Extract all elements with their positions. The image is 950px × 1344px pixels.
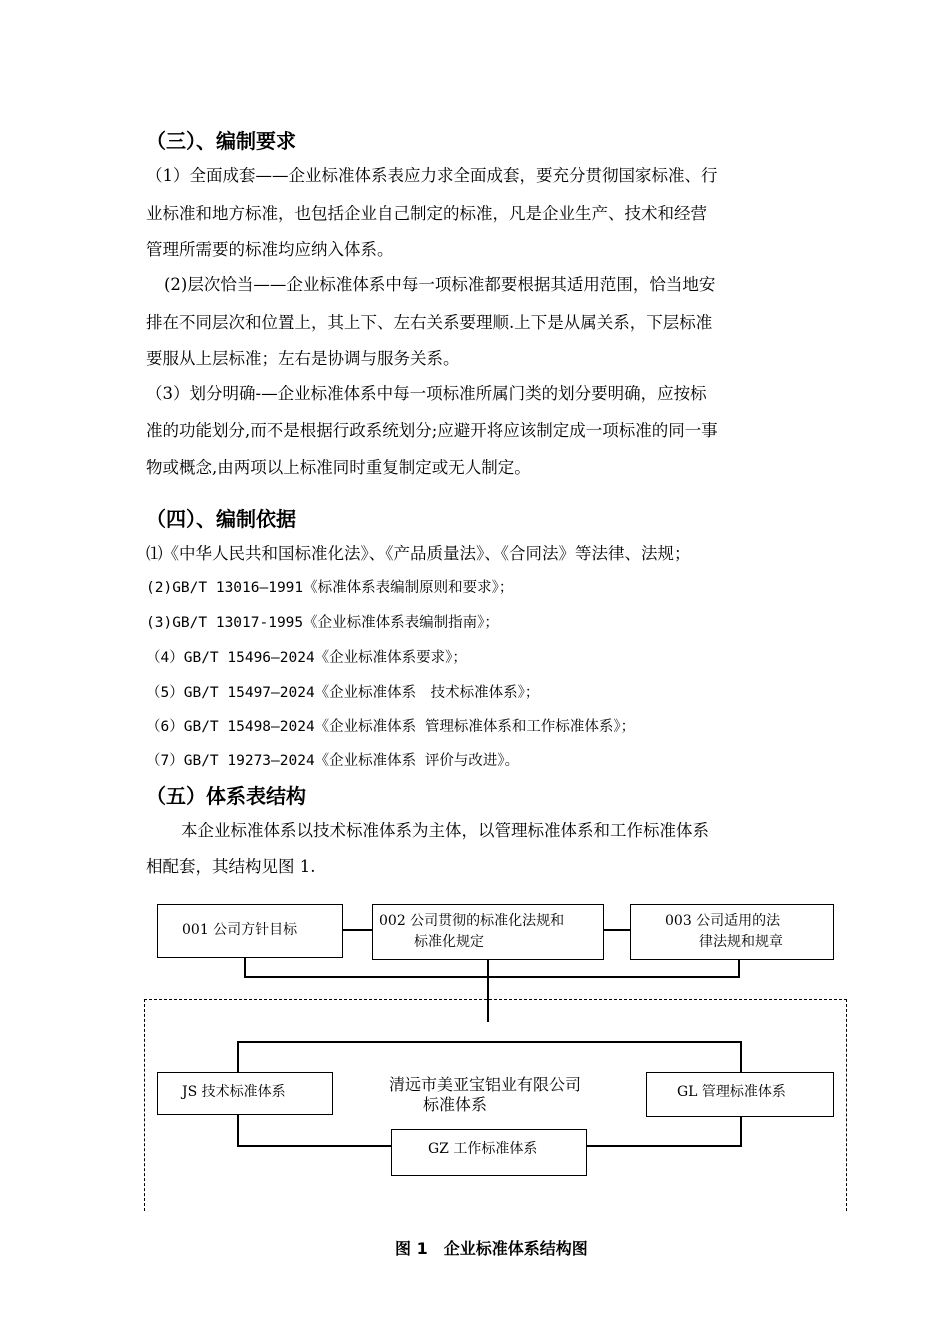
connector xyxy=(604,929,630,931)
box-gz-work xyxy=(391,1129,587,1176)
box-003-label-line2: 律法规和规章 xyxy=(699,934,783,950)
connector xyxy=(738,960,740,977)
box-gz-label: GZ 工作标准体系 xyxy=(428,1141,538,1157)
center-label-line1: 清远市美亚宝铝业有限公司 xyxy=(388,1075,581,1094)
box-001-policy xyxy=(157,904,343,958)
dashed-boundary xyxy=(144,999,145,1211)
section3-p1-line3: 管理所需要的标准均应纳入体系。 xyxy=(146,240,394,259)
section3-heading: （三）、编制要求 xyxy=(146,129,296,153)
connector xyxy=(343,929,372,931)
section3-p3-line1: （3）划分明确-—企业标准体系中每一项标准所属门类的划分要明确，应按标 xyxy=(146,384,707,403)
section5-heading: （五）体系表结构 xyxy=(146,784,306,808)
connector xyxy=(244,958,246,977)
connector xyxy=(237,1114,239,1146)
section3-p3-line2: 准的功能划分,而不是根据行政系统划分;应避开将应该制定成一项标准的同一事 xyxy=(146,421,718,440)
connector xyxy=(740,1041,742,1072)
connector xyxy=(237,1145,391,1147)
box-002-regulations xyxy=(372,904,604,960)
connector xyxy=(237,1041,741,1043)
figure-caption: 图 1 企业标准体系结构图 xyxy=(395,1239,588,1258)
box-003-laws xyxy=(630,904,834,960)
reference-item: (3)GB/T 13017-1995《企业标准体系表编制指南》； xyxy=(146,615,499,631)
reference-item: ⑴《中华人民共和国标准化法》、《产品质量法》、《合同法》等法律、法规； xyxy=(146,544,691,563)
section3-p1-line2: 业标准和地方标准，也包括企业自己制定的标准，凡是企业生产、技术和经营 xyxy=(146,204,707,223)
connector xyxy=(244,976,740,978)
connector xyxy=(237,1041,239,1072)
box-js-label: JS 技术标准体系 xyxy=(182,1084,286,1100)
reference-item: （4）GB/T 15496—2024《企业标准体系要求》； xyxy=(146,650,467,666)
section3-p3-line3: 物或概念,由两项以上标准同时重复制定或无人制定。 xyxy=(146,458,531,477)
connector xyxy=(587,1145,742,1147)
box-gl-label: GL 管理标准体系 xyxy=(677,1084,786,1100)
box-001-label: 001 公司方针目标 xyxy=(182,922,298,938)
box-002-label-line1: 002 公司贯彻的标准化法规和 xyxy=(379,913,565,929)
section4-heading: （四）、编制依据 xyxy=(146,507,296,531)
box-002-label-line2: 标准化规定 xyxy=(414,934,484,950)
section3-p1-line1: （1）全面成套——企业标准体系表应力求全面成套，要充分贯彻国家标准、行 xyxy=(146,166,718,185)
section5-intro-line2: 相配套，其结构见图 1. xyxy=(146,857,316,876)
box-003-label-line1: 003 公司适用的法 xyxy=(665,913,781,929)
connector xyxy=(487,960,489,1022)
section3-p2-line2: 排在不同层次和位置上，其上下、左右关系要理顺.上下是从属关系，下层标准 xyxy=(146,313,713,332)
connector xyxy=(740,1116,742,1146)
section3-p2-line1: (2)层次恰当——企业标准体系中每一项标准都要根据其适用范围，恰当地安 xyxy=(164,275,716,294)
reference-item: （6）GB/T 15498—2024《企业标准体系 管理标准体系和工作标准体系》； xyxy=(146,719,636,735)
center-label xyxy=(370,1075,600,1115)
dashed-boundary xyxy=(846,999,847,1211)
section5-intro-line1: 本企业标准体系以技术标准体系为主体，以管理标准体系和工作标准体系 xyxy=(181,821,709,840)
reference-item: (2)GB/T 13016—1991《标准体系表编制原则和要求》； xyxy=(146,580,514,596)
box-js-technical xyxy=(157,1072,333,1115)
box-gl-management xyxy=(646,1072,834,1117)
center-label-line2: 标准体系 xyxy=(422,1095,487,1114)
dashed-boundary xyxy=(144,999,847,1000)
reference-item: （7）GB/T 19273—2024《企业标准体系 评价与改进》。 xyxy=(146,753,520,769)
reference-item: （5）GB/T 15497—2024《企业标准体系 技术标准体系》； xyxy=(146,685,540,701)
section3-p2-line3: 要服从上层标准；左右是协调与服务关系。 xyxy=(146,349,460,368)
